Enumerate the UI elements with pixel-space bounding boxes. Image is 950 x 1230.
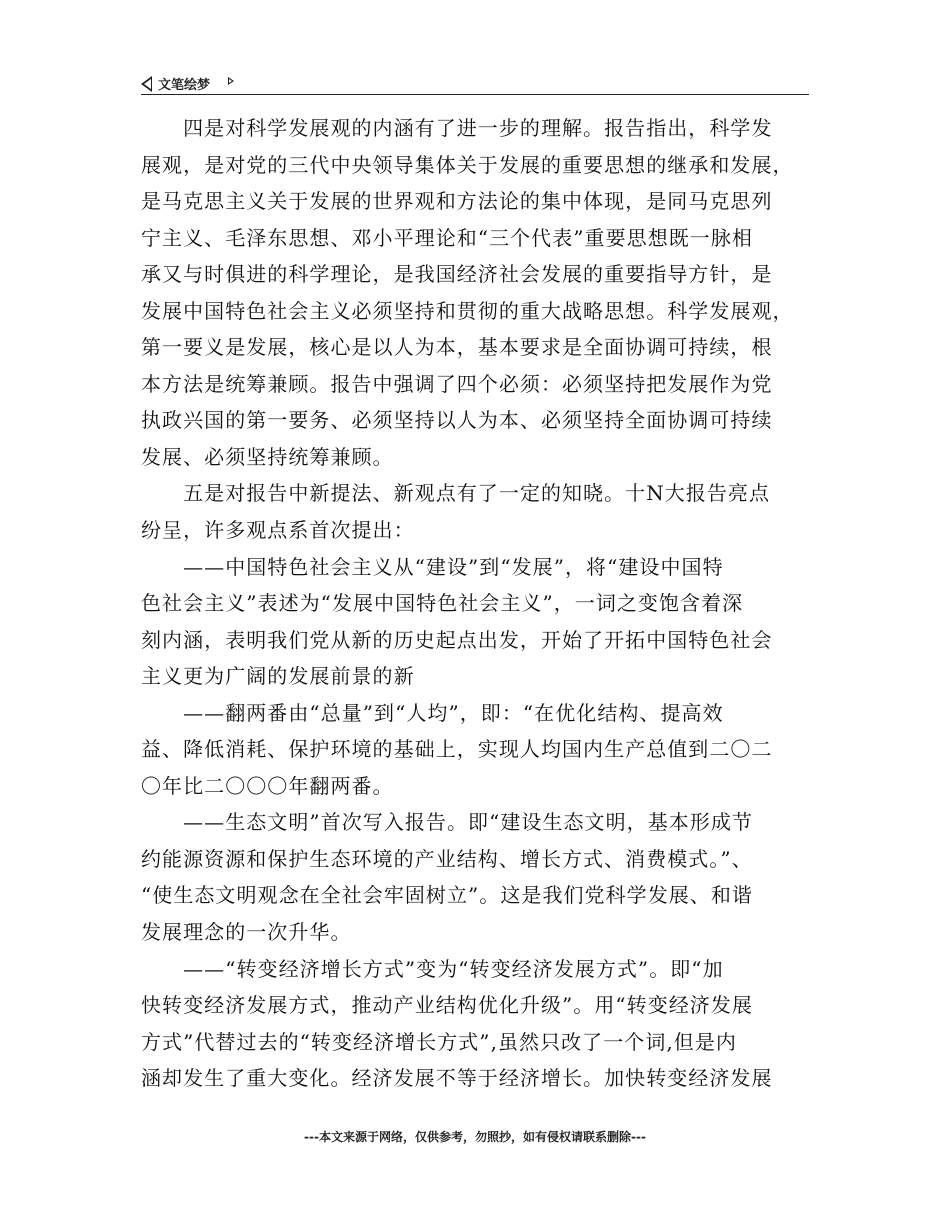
header-title: 文笔绘梦 xyxy=(158,78,211,93)
text-line: ——生态文明”首次写入报告。即“建设生态文明，基本形成节 xyxy=(141,810,753,835)
triangle-right-icon xyxy=(228,77,234,85)
text-line: 色社会主义”表述为“发展中国特色社会主义”，一词之变饱含着深 xyxy=(141,591,744,616)
text-line: 纷呈，许多观点系首次提出： xyxy=(141,518,415,543)
text-line: 方式”代替过去的“转变经济增长方式”,虽然只改了一个词,但是内 xyxy=(141,1029,737,1054)
text-line: ——中国特色社会主义从“建设”到“发展”，将“建设中国特 xyxy=(141,554,724,579)
text-line: 涵却发生了重大变化。经济发展不等于经济增长。加快转变经济发展 xyxy=(141,1066,773,1091)
page-footer: ---本文来源于网络，仅供参考，勿照抄，如有侵权请联系删除--- xyxy=(304,1130,646,1144)
document-body xyxy=(141,110,809,1097)
page-header xyxy=(141,72,809,95)
text-line: 宁主义、毛泽东思想、邓小平理论和“三个代表”重要思想既一脉相 xyxy=(141,225,753,250)
text-line: 是马克思主义关于发展的世界观和方法论的集中体现，是同马克思列 xyxy=(141,189,773,214)
text-line: 快转变经济发展方式，推动产业结构优化升级”。用“转变经济发展 xyxy=(141,993,753,1018)
text-line: 约能源资源和保护生态环境的产业结构、增长方式、消费模式。”、 xyxy=(141,846,753,871)
text-line: 四是对科学发展观的内涵有了进一步的理解。报告指出，科学发 xyxy=(141,116,773,140)
text-line: 发展中国特色社会主义必须坚持和贯彻的重大战略思想。科学发展观， xyxy=(141,298,794,323)
text-line: 发展、必须坚持统筹兼顾。 xyxy=(141,444,394,469)
text-line: 本方法是统筹兼顾。报告中强调了四个必须：必须坚持把发展作为党 xyxy=(141,371,773,396)
text-line: 〇年比二〇〇〇年翻两番。 xyxy=(141,773,394,798)
text-line: 承又与时俱进的科学理论，是我国经济社会发展的重要指导方针，是 xyxy=(141,262,773,287)
text-line: “使生态文明观念在全社会牢固树立”。这是我们党科学发展、和谐 xyxy=(141,883,753,908)
text-line: 刻内涵，表明我们党从新的历史起点出发，开始了开拓中国特色社会 xyxy=(141,627,773,652)
triangle-left-icon xyxy=(141,76,152,92)
text-line: 执政兴国的第一要务、必须坚持以人为本、必须坚持全面协调可持续 xyxy=(141,408,773,433)
text-line: 益、降低消耗、保护环境的基础上，实现人均国内生产总值到二〇二 xyxy=(141,737,773,762)
text-line: 第一要义是发展，核心是以人为本，基本要求是全面协调可持续，根 xyxy=(141,335,773,360)
text-line: 主义更为广阔的发展前景的新 xyxy=(141,664,415,689)
text-line: 展观，是对党的三代中央领导集体关于发展的重要思想的继承和发展， xyxy=(141,152,794,177)
text-line: ——“转变经济增长方式”变为“转变经济发展方式”。即“加 xyxy=(141,956,724,981)
text-line: 五是对报告中新提法、新观点有了一定的知晓。十N大报告亮点 xyxy=(141,481,770,506)
text-line: ——翻两番由“总量”到“人均”，即：“在优化结构、提高效 xyxy=(141,700,724,725)
text-line: 发展理念的一次升华。 xyxy=(141,920,352,945)
